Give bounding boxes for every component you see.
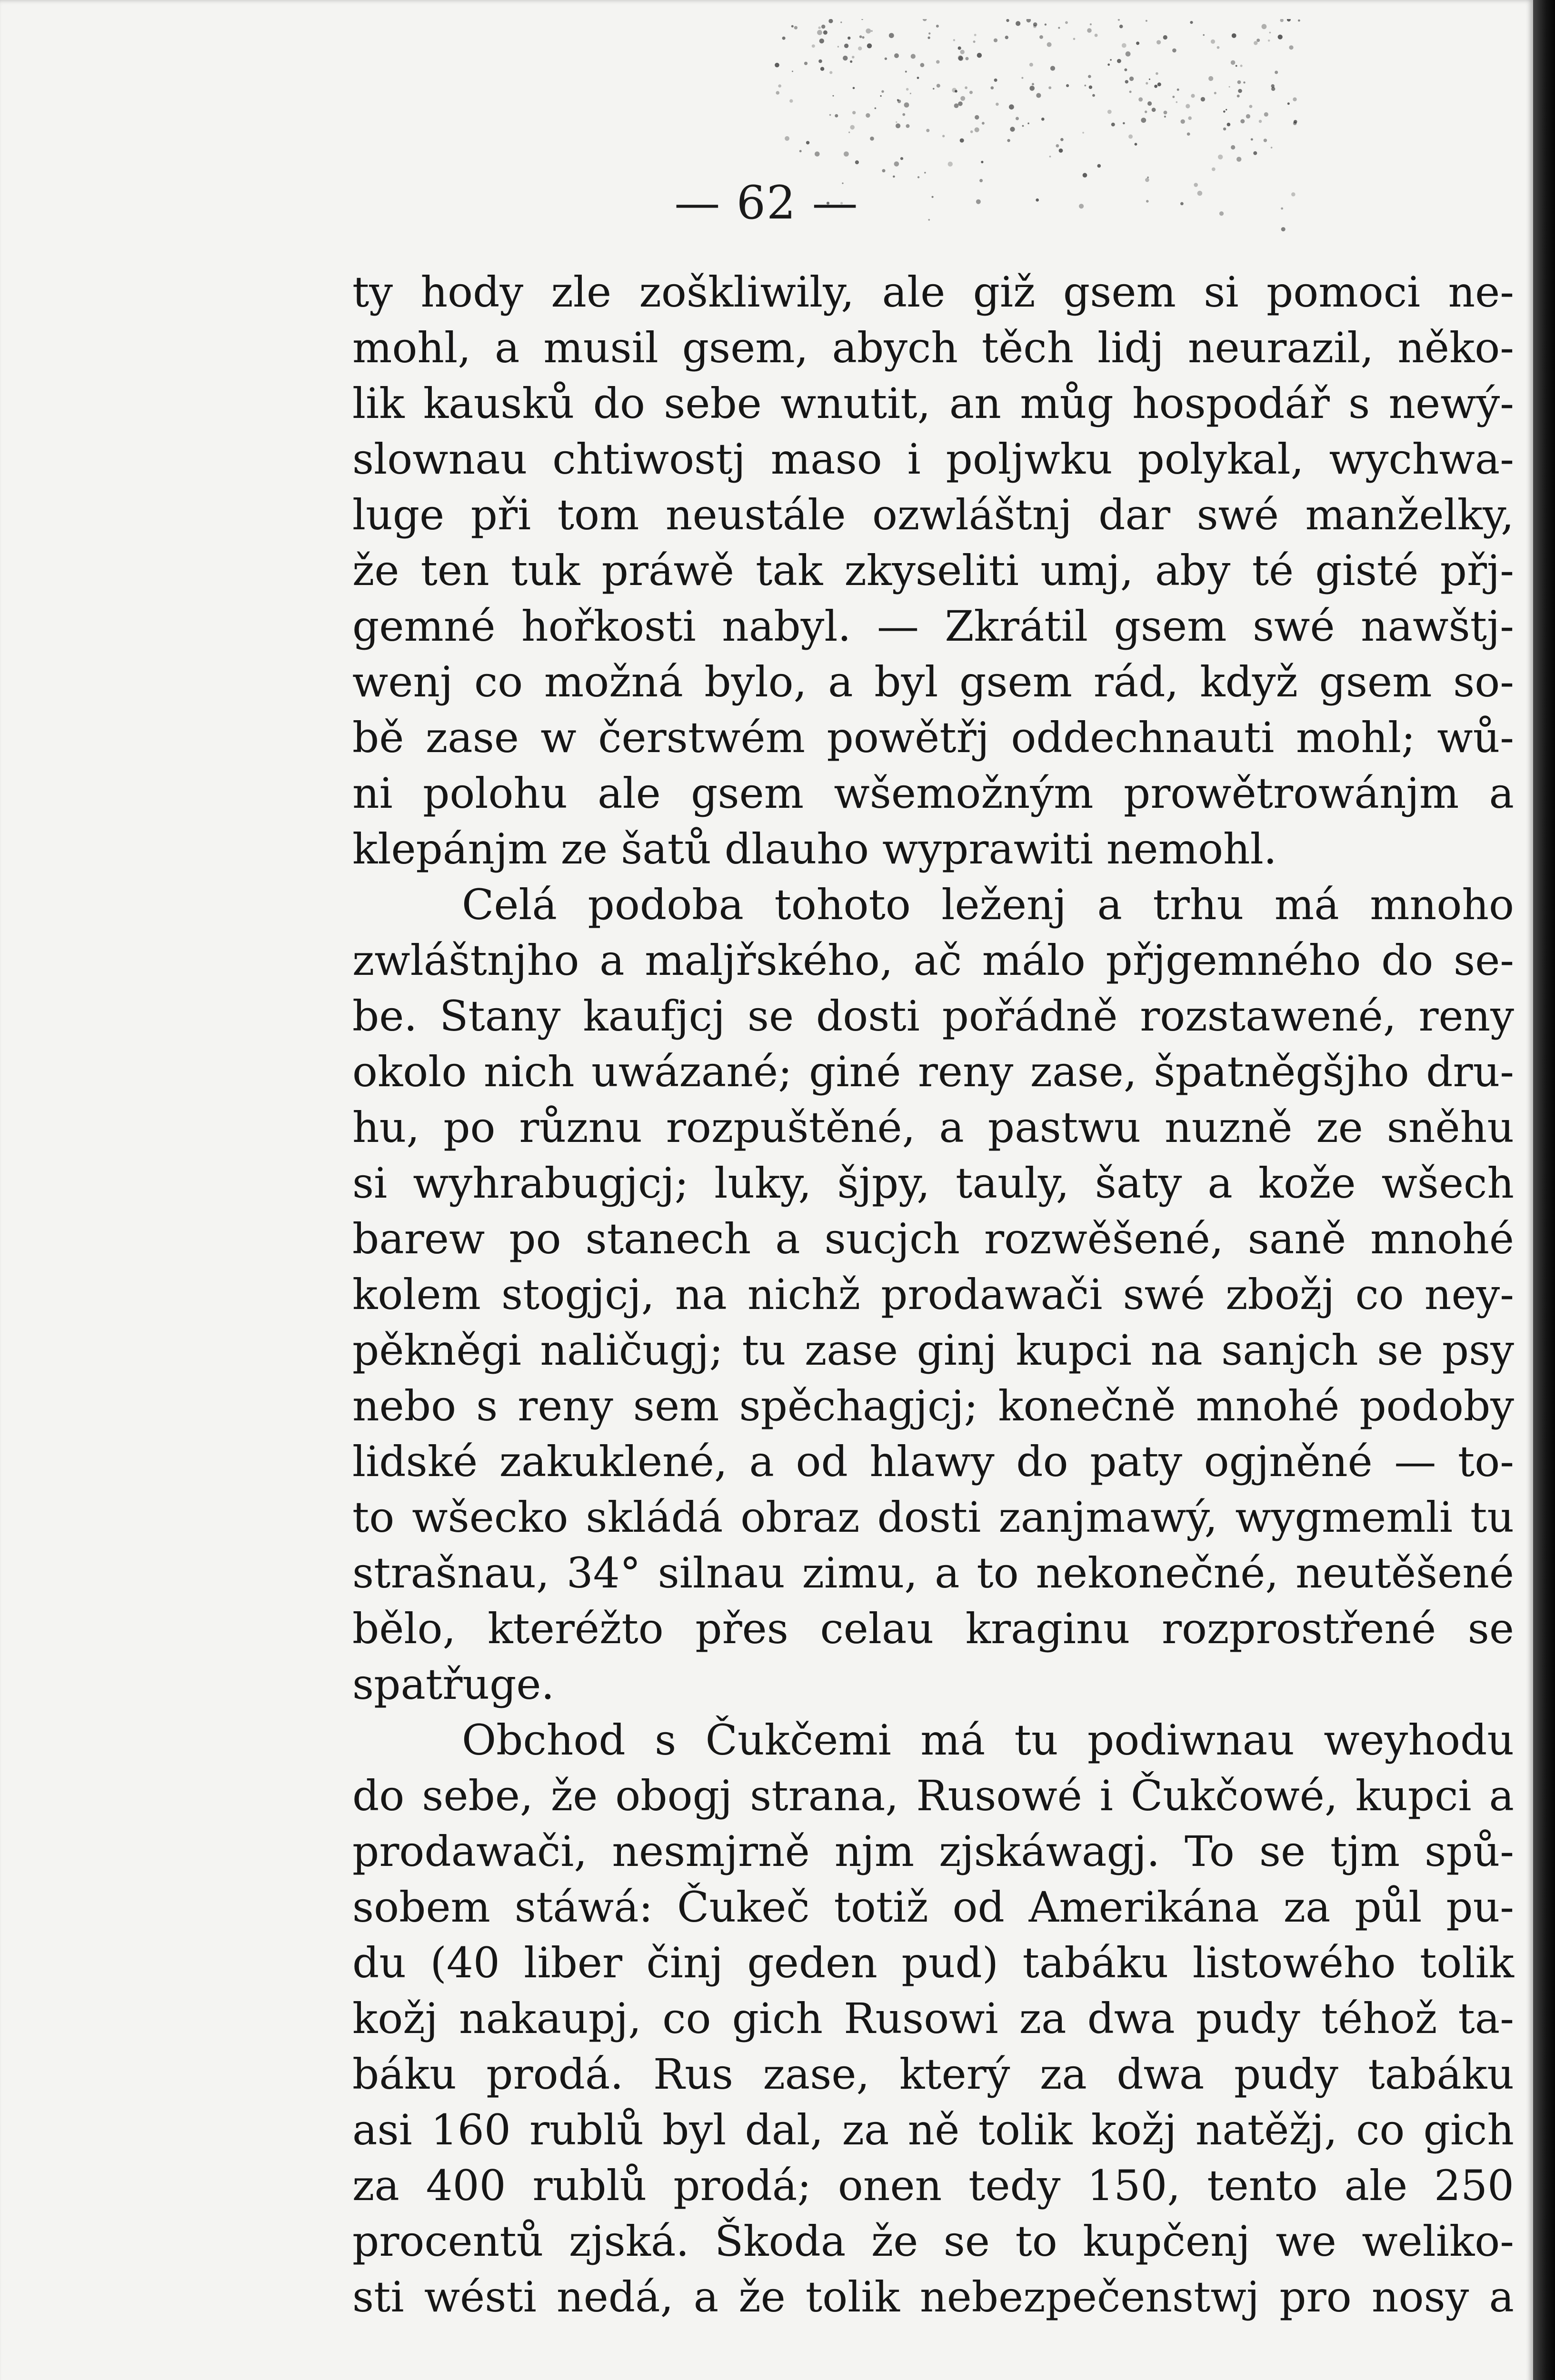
paper-speckle <box>1259 120 1262 123</box>
paper-speckle <box>866 29 871 34</box>
paper-speckle <box>948 162 953 167</box>
paper-speckle <box>1022 125 1024 127</box>
paper-speckle <box>862 36 864 39</box>
paper-speckle <box>1154 85 1157 88</box>
paper-speckle <box>866 113 870 118</box>
paper-speckle <box>1176 101 1178 103</box>
paper-speckle <box>818 27 821 29</box>
paper-speckle <box>1146 20 1147 22</box>
paper-speckle <box>1227 123 1231 127</box>
paper-speckle <box>1275 71 1278 74</box>
paper-speckle <box>965 86 967 89</box>
paper-speckle <box>867 43 872 48</box>
page-edge-shadow <box>1533 0 1555 2380</box>
paper-speckle <box>782 37 786 40</box>
text-line: prodawači, nesmjrně njm zjskáwagj. To se tjm spů- <box>352 1827 1514 1876</box>
paper-speckle <box>837 46 839 47</box>
paper-speckle <box>1048 86 1051 89</box>
paper-speckle <box>977 53 982 58</box>
paper-speckle <box>927 37 930 39</box>
paper-speckle <box>1060 138 1064 141</box>
paper-speckle <box>1264 112 1268 117</box>
paper-speckle <box>1201 97 1205 101</box>
paper-speckle <box>1172 96 1175 98</box>
paper-speckle <box>966 57 969 60</box>
paper-speckle <box>852 111 856 114</box>
paper-speckle <box>792 70 793 72</box>
paper-speckle <box>974 34 977 36</box>
paper-speckle <box>1240 119 1245 123</box>
paper-speckle <box>970 130 973 133</box>
paper-speckle <box>1172 49 1176 53</box>
paper-speckle <box>902 113 905 116</box>
paper-speckle <box>942 135 945 137</box>
paper-speckle <box>982 122 985 125</box>
paper-speckle <box>911 54 916 59</box>
paper-speckle <box>958 56 963 61</box>
paper-speckle <box>1138 97 1143 101</box>
paper-speckle <box>1211 40 1215 44</box>
paper-speckle <box>1117 59 1121 63</box>
paper-speckle <box>785 136 789 141</box>
paper-speckle <box>1232 33 1236 38</box>
paper-speckle <box>1082 132 1084 134</box>
paper-speckle <box>1268 40 1270 42</box>
text-line: be. Stany kaufjcj se dosti pořádně rozstawené, reny <box>352 992 1514 1041</box>
paper-speckle <box>994 79 997 82</box>
text-line: bě zase w čerstwém powětřj oddechnauti mohl; wů- <box>352 713 1514 762</box>
paper-speckle <box>1190 21 1193 24</box>
paper-speckle <box>937 84 940 88</box>
paper-speckle <box>1146 82 1148 84</box>
paper-speckle <box>1237 95 1240 98</box>
paper-speckle <box>870 137 874 141</box>
paper-speckle <box>926 129 929 132</box>
text-line: lik kausků do sebe wnutit, an můg hospodář s newý- <box>352 379 1514 428</box>
paper-speckle <box>910 93 911 94</box>
paper-speckle <box>850 125 855 130</box>
paper-speckle <box>1293 98 1296 101</box>
paper-speckle <box>1156 72 1158 75</box>
paper-speckle <box>844 151 849 157</box>
paper-speckle <box>1009 104 1014 109</box>
paper-speckle <box>953 39 955 41</box>
paper-speckle <box>1039 35 1043 39</box>
paper-speckle <box>1149 79 1150 80</box>
paper-speckle <box>847 37 850 40</box>
paper-speckle <box>1119 25 1123 29</box>
paper-speckle <box>1036 93 1041 98</box>
paper-speckle <box>936 60 940 64</box>
paper-speckle <box>1141 118 1146 123</box>
paper-speckle <box>1097 164 1101 168</box>
text-line: asi 160 rublů byl dal, za ně tolik kožj natěžj, co gich <box>352 2105 1514 2154</box>
paper-speckle <box>1111 123 1115 127</box>
paper-speckle <box>1059 149 1063 153</box>
paragraph-first-line: Celá podoba tohoto leženj a trhu má mnoho <box>462 880 1514 929</box>
paper-speckle <box>1129 77 1134 81</box>
text-line: klepánjm ze šatů dlauho wyprawiti nemohl. <box>352 824 1277 873</box>
paper-speckle <box>1029 63 1033 67</box>
paper-speckle <box>906 124 910 128</box>
paper-speckle <box>1212 168 1216 171</box>
paper-speckle <box>958 47 961 50</box>
paper-speckle <box>1208 76 1213 81</box>
paper-speckle <box>1223 128 1226 130</box>
text-line: báku prodá. Rus zase, který za dwa pudy tabáku <box>352 2050 1514 2099</box>
text-line: wenj co možná bylo, a byl gsem rád, když gsem so- <box>352 657 1514 706</box>
paper-speckle <box>1217 46 1220 49</box>
paper-speckle <box>1269 32 1271 34</box>
paper-speckle <box>1050 66 1055 70</box>
paper-speckle <box>1129 90 1132 93</box>
paper-speckle <box>906 88 909 91</box>
paper-speckle <box>1181 119 1185 124</box>
paper-speckle <box>806 141 809 144</box>
paper-speckle <box>1246 114 1250 119</box>
paper-speckle <box>1236 157 1241 161</box>
paper-speckle <box>1027 19 1031 22</box>
paper-speckle <box>896 123 900 128</box>
paper-speckle <box>1107 63 1110 66</box>
paper-speckle <box>1289 45 1293 50</box>
paper-speckle <box>1056 144 1059 148</box>
paper-speckle <box>829 71 832 74</box>
paper-speckle-texture <box>705 19 1324 286</box>
paper-speckle <box>1088 75 1091 78</box>
paper-speckle <box>955 90 957 93</box>
paper-speckle <box>1188 116 1192 120</box>
paper-speckle <box>1156 40 1161 44</box>
text-line: do sebe, že obogj strana, Rusowé i Čukčowé, kupci a <box>352 1771 1514 1820</box>
paper-speckle <box>1254 41 1257 45</box>
paper-speckle <box>928 32 930 34</box>
text-line: bělo, kteréžto přes celau kraginu rozprostřené se <box>352 1604 1514 1653</box>
paper-speckle <box>973 40 976 43</box>
paper-speckle <box>954 103 959 108</box>
paper-speckle <box>775 63 779 68</box>
text-line: zwláštnjho a maljřského, ač málo přjgemného do se- <box>352 936 1514 985</box>
paper-speckle <box>1089 86 1092 89</box>
paper-speckle <box>1287 102 1290 105</box>
paper-speckle <box>791 25 794 28</box>
paper-speckle <box>1136 41 1139 45</box>
paper-speckle <box>1226 109 1227 110</box>
paper-speckle <box>917 77 919 79</box>
paper-speckle <box>1229 86 1230 88</box>
paper-speckle <box>1238 89 1242 93</box>
text-line: okolo nich uwázané; giné reny zase, špatněgšjho dru- <box>352 1047 1514 1096</box>
paper-speckle <box>812 44 815 48</box>
paper-speckle <box>969 91 973 94</box>
paper-speckle <box>1029 86 1035 91</box>
paper-speckle <box>1084 85 1086 87</box>
paper-speckle <box>850 60 852 63</box>
text-line: slownau chtiwostj maso i poljwku polykal, wychwa- <box>352 435 1514 484</box>
paper-speckle <box>981 161 983 163</box>
paper-speckle <box>1087 28 1092 33</box>
page-number: — 62 — <box>674 176 859 229</box>
paper-speckle <box>1123 122 1125 125</box>
text-line: du (40 liber činj geden pud) tabáku listowého tolik <box>352 1938 1514 1987</box>
paper-speckle <box>1271 147 1273 149</box>
paper-speckle <box>1251 138 1253 140</box>
paper-speckle <box>1240 65 1243 67</box>
text-line: barew po stanech a sucjch rozwěšené, saně mnohé <box>352 1214 1514 1263</box>
paper-speckle <box>1231 60 1236 65</box>
paper-speckle <box>1090 23 1092 25</box>
paper-speckle <box>875 108 877 109</box>
paper-speckle <box>804 62 807 65</box>
paper-speckle <box>1049 156 1051 158</box>
paper-speckle <box>894 161 899 167</box>
paper-speckle <box>885 58 887 60</box>
paper-speckle <box>1236 65 1237 67</box>
paper-speckle <box>889 33 894 38</box>
paper-speckle <box>1065 21 1068 24</box>
paper-speckle <box>894 53 899 58</box>
paper-speckle <box>960 96 965 101</box>
paper-speckle <box>896 121 897 123</box>
paper-speckle <box>1118 19 1120 21</box>
paper-speckle <box>848 131 850 133</box>
paper-speckle <box>1126 51 1131 57</box>
paper-speckle <box>858 47 862 50</box>
text-line: gemné hořkosti nabyl. — Zkrátil gsem swé nawštj- <box>352 602 1514 651</box>
paper-speckle <box>1253 151 1257 155</box>
paper-speckle <box>1045 23 1047 25</box>
paper-speckle <box>1092 94 1095 97</box>
text-line: že ten tuk práwě tak zkyseliti umj, aby té gisté přj- <box>352 546 1514 595</box>
text-line: ty hody zle zoškliwily, ale giž gsem si pomoci ne- <box>352 268 1514 317</box>
paper-speckle <box>900 157 903 160</box>
paper-speckle <box>817 30 822 35</box>
paper-speckle <box>1006 19 1009 22</box>
paper-speckle <box>1262 24 1267 29</box>
text-line: ni polohu ale gsem wšemožným prowětrowánjm a <box>352 769 1514 818</box>
text-line: procentů zjská. Škoda že se to kupčenj we weliko- <box>352 2217 1514 2266</box>
paper-speckle <box>996 103 999 106</box>
paper-speckle <box>1125 80 1128 83</box>
paper-speckle <box>1164 111 1167 115</box>
paper-speckle <box>1110 59 1112 61</box>
paper-speckle <box>1237 80 1241 84</box>
paper-speckle <box>861 19 863 20</box>
paragraph-first-line: Obchod s Čukčemi má tu podiwnau weyhodu <box>462 1716 1514 1765</box>
text-line: to wšecko skládá obraz dosti zanjmawý, wygmemli tu <box>352 1493 1514 1542</box>
paper-speckle <box>958 101 963 106</box>
paper-speckle <box>923 19 927 21</box>
paper-speckle <box>1128 134 1133 139</box>
paper-speckle <box>823 30 827 35</box>
paper-speckle <box>975 128 979 132</box>
paper-speckle <box>833 95 834 97</box>
paper-speckle <box>1032 83 1034 85</box>
paper-speckle <box>1191 94 1195 98</box>
text-line: hu, po různu rozpuštěné, a pastwu nuzně ze sněhu <box>352 1103 1514 1152</box>
paper-speckle <box>1249 105 1253 108</box>
paper-speckle <box>1271 84 1275 88</box>
paper-speckle <box>815 151 820 157</box>
paper-speckle <box>1145 110 1147 113</box>
paper-speckle <box>897 99 899 101</box>
paper-speckle <box>1256 39 1260 42</box>
paper-speckle <box>871 30 873 32</box>
paper-speckle <box>1066 84 1069 87</box>
paper-speckle <box>1147 101 1152 106</box>
paper-speckle <box>1073 38 1076 40</box>
paper-speckle <box>1203 34 1205 36</box>
paper-speckle <box>853 87 855 89</box>
text-line: kolem stogjcj, na nichž prodawači swé zbožj co ney- <box>352 1270 1514 1319</box>
paper-speckle <box>1186 104 1190 108</box>
paper-speckle <box>1177 89 1179 91</box>
paper-speckle <box>852 56 855 59</box>
paper-speckle <box>882 169 886 172</box>
paper-speckle <box>829 114 831 116</box>
paper-speckle <box>881 90 884 93</box>
paper-speckle <box>855 160 859 164</box>
paper-speckle <box>859 35 862 38</box>
paper-speckle <box>1163 35 1167 40</box>
paper-speckle <box>1021 77 1023 79</box>
paper-speckle <box>1095 34 1098 37</box>
paper-speckle <box>1231 145 1235 149</box>
paper-speckle <box>1164 116 1166 118</box>
paper-speckle <box>778 84 781 88</box>
paper-speckle <box>1214 92 1216 94</box>
paper-speckle <box>936 25 939 28</box>
paper-speckle <box>1187 132 1190 136</box>
paper-speckle <box>1041 118 1045 121</box>
body-text <box>352 264 1514 2325</box>
paper-speckle <box>960 50 965 54</box>
text-line: sti wésti nedá, a že tolik nebezpečenstwj pro nosy a <box>352 2272 1514 2321</box>
paper-speckle <box>844 44 848 48</box>
paper-speckle <box>1016 21 1020 26</box>
text-line: mohl, a musil gsem, abych těch lidj neurazil, něko- <box>352 323 1514 372</box>
paper-speckle <box>840 21 842 23</box>
paper-speckle <box>933 88 935 90</box>
paper-speckle <box>994 39 997 42</box>
paper-speckle <box>1107 110 1112 114</box>
paper-speckle <box>789 99 793 102</box>
paper-speckle <box>975 115 979 119</box>
paper-speckle <box>1124 69 1127 71</box>
paper-speckle <box>1047 42 1052 47</box>
text-line: si wyhrabugjcj; luky, šjpy, tauly, šaty a kože wšech <box>352 1159 1514 1208</box>
paper-speckle <box>1287 19 1291 21</box>
paper-speckle <box>821 25 825 29</box>
text-line: sobem stáwá: Čukeč totiž od Amerikána za půl pu- <box>352 1883 1514 1932</box>
paper-speckle <box>1005 36 1008 39</box>
paper-speckle <box>1007 139 1010 142</box>
paper-speckle <box>1298 20 1300 22</box>
paper-speckle <box>960 139 964 143</box>
paper-speckle <box>1218 155 1223 159</box>
paper-speckle <box>1157 82 1161 86</box>
paper-speckle <box>819 39 824 43</box>
paper-speckle <box>843 56 847 60</box>
text-line: strašnau, 34° silnau zimu, a to nekonečné, neutěšené <box>352 1548 1514 1597</box>
paper-speckle <box>820 67 824 71</box>
paper-speckle <box>1264 139 1267 142</box>
paper-speckle <box>1010 127 1015 131</box>
paper-speckle <box>1223 110 1226 113</box>
paper-speckle <box>828 19 833 23</box>
paper-speckle <box>905 71 907 73</box>
paper-speckle <box>904 102 909 108</box>
text-line: nebo s reny sem spěchagjcj; konečně mnohé podoby <box>352 1381 1514 1430</box>
paper-speckle <box>991 86 994 89</box>
paper-speckle <box>920 63 925 67</box>
paper-speckle <box>1027 122 1029 124</box>
paper-speckle <box>1152 108 1156 112</box>
paper-speckle <box>1243 81 1245 83</box>
text-line: lidské zakuklené, a od hlawy do paty ogjněné — to- <box>352 1437 1514 1486</box>
paper-speckle <box>1294 120 1297 124</box>
text-line: luge při tom neustále ozwláštnj dar swé manželky, <box>352 490 1514 539</box>
paper-speckle <box>1033 22 1037 27</box>
paper-speckle <box>924 172 926 174</box>
paper-speckle <box>1280 19 1284 22</box>
paper-speckle <box>1122 43 1126 48</box>
text-line: pěkněgi naličugj; tu zase ginj kupci na sanjch se psy <box>352 1326 1514 1375</box>
text-line: za 400 rublů prodá; onen tedy 150, tento ale 250 <box>352 2161 1514 2210</box>
text-line: spatřuge. <box>352 1660 555 1709</box>
paper-speckle <box>1135 143 1137 146</box>
paper-speckle <box>1058 27 1060 29</box>
paper-speckle <box>794 26 797 30</box>
paper-speckle <box>835 114 838 118</box>
paper-speckle <box>799 150 802 152</box>
paper-speckle <box>1278 35 1283 40</box>
paper-speckle <box>880 95 882 97</box>
paper-speckle <box>776 91 780 95</box>
paper-speckle <box>1016 117 1019 120</box>
text-line: kožj nakaupj, co gich Rusowi za dwa pudy téhož ta- <box>352 1994 1514 2043</box>
paper-speckle <box>818 60 822 63</box>
